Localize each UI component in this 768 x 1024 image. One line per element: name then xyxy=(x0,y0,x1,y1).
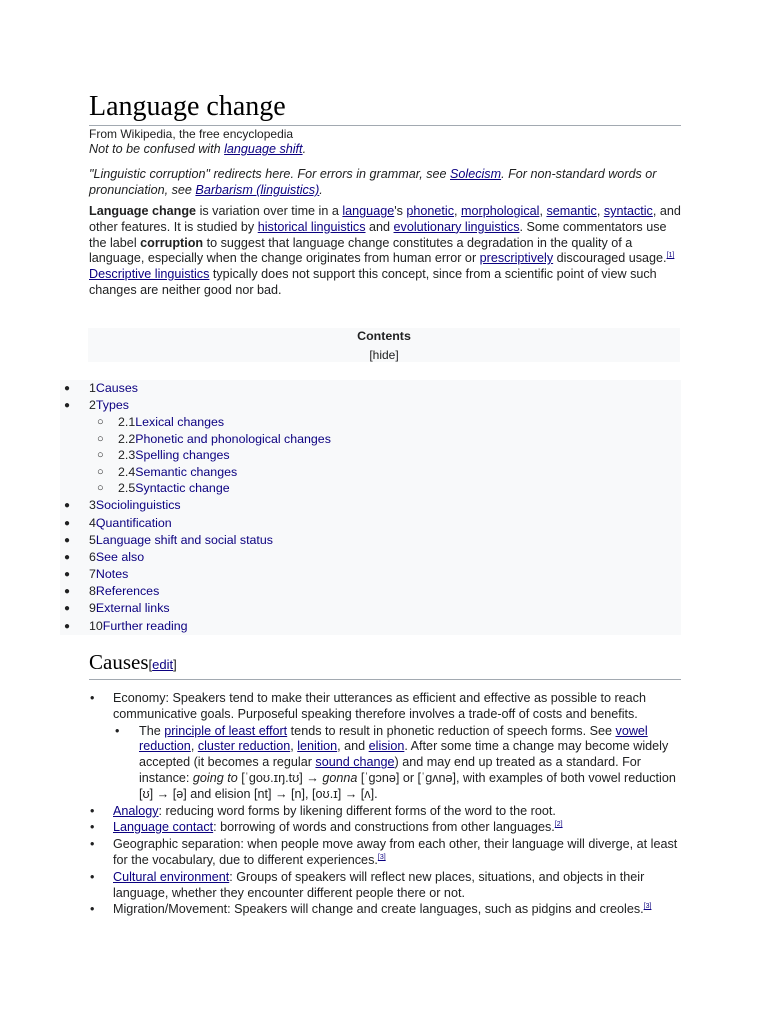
section-heading-causes xyxy=(89,649,681,680)
cultural-environment-link[interactable]: Cultural environment xyxy=(113,869,230,884)
circle-bullet-icon: ○ xyxy=(97,449,104,461)
bracket: [ xyxy=(148,657,153,672)
toc-label: Syntactic change xyxy=(135,481,230,495)
descriptive-linguistics-link[interactable]: Descriptive linguistics xyxy=(89,267,210,282)
toc-header xyxy=(88,328,680,362)
toc-number: 2.1 xyxy=(118,415,136,429)
list-item-geographic xyxy=(89,837,679,869)
bullet-icon: ● xyxy=(64,603,71,614)
language-contact-link[interactable]: Language contact xyxy=(113,820,214,835)
toc-label: Semantic changes xyxy=(135,465,238,479)
toc-label: Phonetic and phonological changes xyxy=(135,432,331,446)
list-item-cultural xyxy=(89,870,679,902)
list-text: , and xyxy=(337,739,369,754)
circle-bullet-icon: ○ xyxy=(97,416,104,428)
hatnote-confused xyxy=(89,142,306,157)
bullet-icon: ● xyxy=(64,552,71,563)
bullet-icon: ● xyxy=(64,535,71,546)
toc-number: 2.5 xyxy=(118,481,136,495)
reference-3-link[interactable]: [3] xyxy=(377,853,386,861)
bullet-icon: ● xyxy=(64,621,71,632)
section-title: Causes xyxy=(89,650,149,674)
list-item-language-contact xyxy=(89,820,679,836)
lenition-link[interactable]: lenition xyxy=(297,739,338,754)
toc-label: Further reading xyxy=(102,619,188,633)
elision-link[interactable]: elision xyxy=(368,739,405,754)
list-text: [ˈɡɔnə] or [ˈɡʌnə], with examples of both vowel reduction [ʊ] → [ə] and elision [nt] → [n], [oʊ.ɪ] → [ʌ]. xyxy=(139,770,676,801)
toc-label: Sociolinguistics xyxy=(95,498,181,512)
toc-label: Language shift and social status xyxy=(95,533,273,547)
toc-number: 3 xyxy=(89,498,96,512)
least-effort-link[interactable]: principle of least effort xyxy=(164,723,288,738)
toc-number: 1 xyxy=(89,381,96,395)
sound-change-link[interactable]: sound change xyxy=(315,755,395,770)
lead-term: Language change xyxy=(89,204,197,218)
toc-label: Lexical changes xyxy=(135,415,225,429)
list-text: The xyxy=(139,723,165,738)
morphological-link[interactable]: morphological xyxy=(461,204,540,218)
solecism-link[interactable]: Solecism xyxy=(450,167,502,181)
hatnote-redirect xyxy=(89,166,689,198)
cluster-reduction-link[interactable]: cluster reduction xyxy=(197,739,291,754)
vowel-reduction-link[interactable]: vowel reduction xyxy=(139,723,648,754)
list-item-least-effort xyxy=(113,724,679,803)
hatnote-text: . xyxy=(319,183,323,197)
toc-number: 2.3 xyxy=(118,448,136,462)
toc-label: See also xyxy=(95,550,145,564)
bullet-icon: ● xyxy=(64,586,71,597)
toc-number: 8 xyxy=(89,584,96,598)
list-text: : borrowing of words and constructions from other languages. xyxy=(213,820,555,835)
hatnote-text: . For non-standard words or pronunciation, see xyxy=(89,167,657,197)
historical-linguistics-link[interactable]: historical linguistics xyxy=(257,219,366,234)
toc-number: 4 xyxy=(89,516,96,530)
language-shift-link[interactable]: language shift xyxy=(224,142,303,156)
list-text: : reducing word forms by likening different forms of the word to the root. xyxy=(158,803,556,818)
lead-text: , xyxy=(596,204,604,218)
list-text: Migration/Movement: Speakers will change and create languages, such as pidgins and creoles. xyxy=(113,902,644,917)
lead-text: 's xyxy=(394,204,407,218)
edit-section xyxy=(149,657,177,672)
bullet-icon: ● xyxy=(64,383,71,394)
toc-number: 6 xyxy=(89,550,96,564)
syntactic-link[interactable]: syntactic xyxy=(603,204,653,218)
example-term: going to xyxy=(192,770,238,785)
toc-list xyxy=(60,380,681,635)
bullet-icon: ● xyxy=(64,400,71,411)
toc-label: Types xyxy=(95,398,129,412)
prescriptively-link[interactable]: prescriptively xyxy=(479,251,554,266)
list-text: Economy: Speakers tend to make their utterances as efficient and effective as possible to reach communicative goals. Purposeful speaking therefore involves a trade-off of costs and benefits. xyxy=(113,691,646,721)
toc-label: Causes xyxy=(95,381,138,395)
lead-text: , xyxy=(539,204,547,218)
reference-3b-link[interactable]: [3] xyxy=(643,903,652,911)
barbarism-link[interactable]: Barbarism (linguistics) xyxy=(195,183,320,197)
hatnote-text: "Linguistic corruption" redirects here. For errors in grammar, see xyxy=(89,167,450,181)
circle-bullet-icon: ○ xyxy=(97,466,104,478)
list-text: tends to result in phonetic reduction of speech forms. See xyxy=(287,723,616,738)
page-title: Language change xyxy=(89,90,681,126)
toc-number: 2 xyxy=(89,398,96,412)
list-item-economy xyxy=(89,691,679,723)
toc-number: 10 xyxy=(89,619,103,633)
toc-number: 2.2 xyxy=(118,432,136,446)
language-link[interactable]: language xyxy=(342,204,395,218)
toc-hide-toggle[interactable]: [hide] xyxy=(369,348,399,362)
lead-text: discouraged usage. xyxy=(553,251,667,266)
lead-text: and xyxy=(365,219,394,234)
circle-bullet-icon: ○ xyxy=(97,433,104,445)
list-text: : Groups of speakers will reflect new places, situations, and objects in their language, whether they encounter different people there or not. xyxy=(113,869,645,900)
bullet-icon: ● xyxy=(64,500,71,511)
analogy-link[interactable]: Analogy xyxy=(113,803,159,818)
reference-3[interactable] xyxy=(378,854,386,861)
list-text: . After some time a change may become widely accepted (it becomes a regular xyxy=(139,739,669,770)
lead-text: to suggest that language change constitutes a degradation in the quality of a language, especially when the change originates from human error or xyxy=(89,235,633,266)
list-item-analogy xyxy=(89,804,679,820)
reference-2[interactable] xyxy=(555,821,563,828)
toc-label: Spelling changes xyxy=(135,448,230,462)
hatnote-text: . xyxy=(302,142,307,156)
list-text: ) and may end up treated as a standard. For instance: xyxy=(139,755,641,785)
semantic-link[interactable]: semantic xyxy=(546,204,597,218)
hatnote-text: Not to be confused with xyxy=(89,142,225,156)
toc-title: Contents xyxy=(357,329,411,343)
list-text: Geographic separation: when people move away from each other, their language will diverge, at least for the vocabulary, due to different experiences. xyxy=(113,837,678,867)
reference-2-link[interactable]: [2] xyxy=(554,821,563,829)
lead-paragraph xyxy=(89,204,687,299)
toc-number: 5 xyxy=(89,533,96,547)
toc-label: Notes xyxy=(95,567,129,581)
toc-label: Quantification xyxy=(95,516,172,530)
phonetic-link[interactable]: phonetic xyxy=(406,204,455,218)
bullet-icon: ● xyxy=(64,569,71,580)
corruption-term: corruption xyxy=(140,235,204,250)
circle-bullet-icon: ○ xyxy=(97,482,104,494)
lead-text: , xyxy=(454,204,462,218)
edit-link[interactable]: edit xyxy=(152,657,174,672)
reference-1[interactable] xyxy=(667,252,675,259)
list-text: [ˈɡoʊ.ɪŋ.tʊ] → xyxy=(237,770,323,785)
toc-label: References xyxy=(95,584,160,598)
example-term: gonna xyxy=(322,770,358,785)
lead-text: typically does not support this concept, since from a scientific point of view such changes are neither good nor bad. xyxy=(89,267,657,297)
list-item-migration xyxy=(89,902,679,918)
lead-text: . Some commentators use the label xyxy=(89,219,667,250)
lead-text: , and other features. It is studied by xyxy=(89,204,681,234)
causes-list xyxy=(89,691,679,919)
reference-1-link[interactable]: [1] xyxy=(666,252,675,260)
list-text: , xyxy=(290,739,298,754)
toc-label: External links xyxy=(95,601,170,615)
site-tagline: From Wikipedia, the free encyclopedia xyxy=(89,127,294,141)
bracket: ] xyxy=(173,657,177,672)
toc-number: 9 xyxy=(89,601,96,615)
list-text: , xyxy=(190,739,198,754)
bullet-icon: ● xyxy=(64,518,71,529)
toc-number: 7 xyxy=(89,567,96,581)
reference-3b[interactable] xyxy=(644,903,652,910)
lead-text: is variation over time in a xyxy=(196,204,343,218)
evolutionary-linguistics-link[interactable]: evolutionary linguistics xyxy=(393,219,520,234)
toc-number: 2.4 xyxy=(118,465,136,479)
